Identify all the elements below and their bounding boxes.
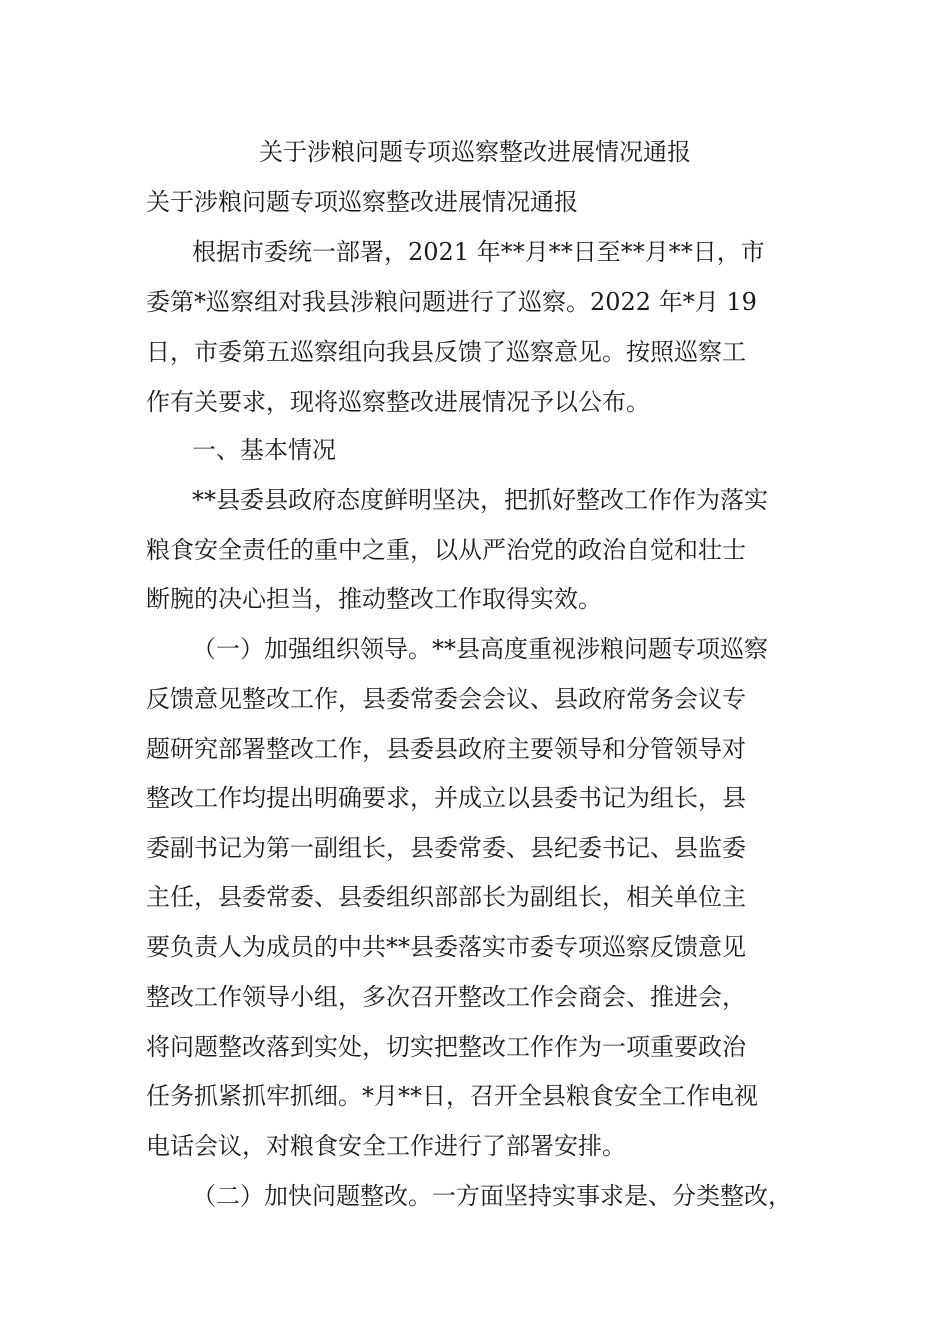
paragraph-line: 日，市委第五巡察组向我县反馈了巡察意见。按照巡察工 bbox=[146, 338, 746, 366]
paragraph-line: 粮食安全责任的重中之重，以从严治党的政治自觉和壮士 bbox=[146, 536, 746, 564]
paragraph-line: （二）加快问题整改。一方面坚持实事求是、分类整改， bbox=[192, 1182, 792, 1210]
paragraph-line: 根据市委统一部署，2021 年**月**日至**月**日，市 bbox=[192, 238, 765, 266]
paragraph-line: 委副书记为第一副组长，县委常委、县纪委书记、县监委 bbox=[146, 834, 746, 862]
paragraph-line: 整改工作领导小组，多次召开整改工作会商会、推进会， bbox=[146, 983, 746, 1011]
paragraph-line: 要负责人为成员的中共**县委落实市委专项巡察反馈意见 bbox=[146, 933, 746, 961]
paragraph-line: 电话会议，对粮食安全工作进行了部署安排。 bbox=[146, 1132, 626, 1160]
section-heading: 一、基本情况 bbox=[192, 436, 336, 464]
paragraph-line: （一）加强组织领导。**县高度重视涉粮问题专项巡察 bbox=[192, 635, 768, 663]
paragraph-line: 主任，县委常委、县委组织部部长为副组长，相关单位主 bbox=[146, 883, 746, 911]
paragraph-line: 委第*巡察组对我县涉粮问题进行了巡察。2022 年*月 19 bbox=[146, 288, 757, 316]
paragraph-line: **县委县政府态度鲜明坚决，把抓好整改工作作为落实 bbox=[192, 486, 768, 514]
paragraph-line: 断腕的决心担当，推动整改工作取得实效。 bbox=[146, 585, 602, 613]
paragraph-line: 整改工作均提出明确要求，并成立以县委书记为组长，县 bbox=[146, 784, 746, 812]
subtitle-line: 关于涉粮问题专项巡察整改进展情况通报 bbox=[146, 188, 578, 216]
paragraph-line: 任务抓紧抓牢抓细。*月**日，召开全县粮食安全工作电视 bbox=[146, 1082, 758, 1110]
paragraph-line: 反馈意见整改工作，县委常委会会议、县政府常务会议专 bbox=[146, 685, 746, 713]
paragraph-line: 将问题整改落到实处，切实把整改工作作为一项重要政治 bbox=[146, 1033, 746, 1061]
document-title: 关于涉粮问题专项巡察整改进展情况通报 bbox=[259, 138, 691, 166]
paragraph-line: 作有关要求，现将巡察整改进展情况予以公布。 bbox=[146, 388, 650, 416]
paragraph-line: 题研究部署整改工作，县委县政府主要领导和分管领导对 bbox=[146, 735, 746, 763]
